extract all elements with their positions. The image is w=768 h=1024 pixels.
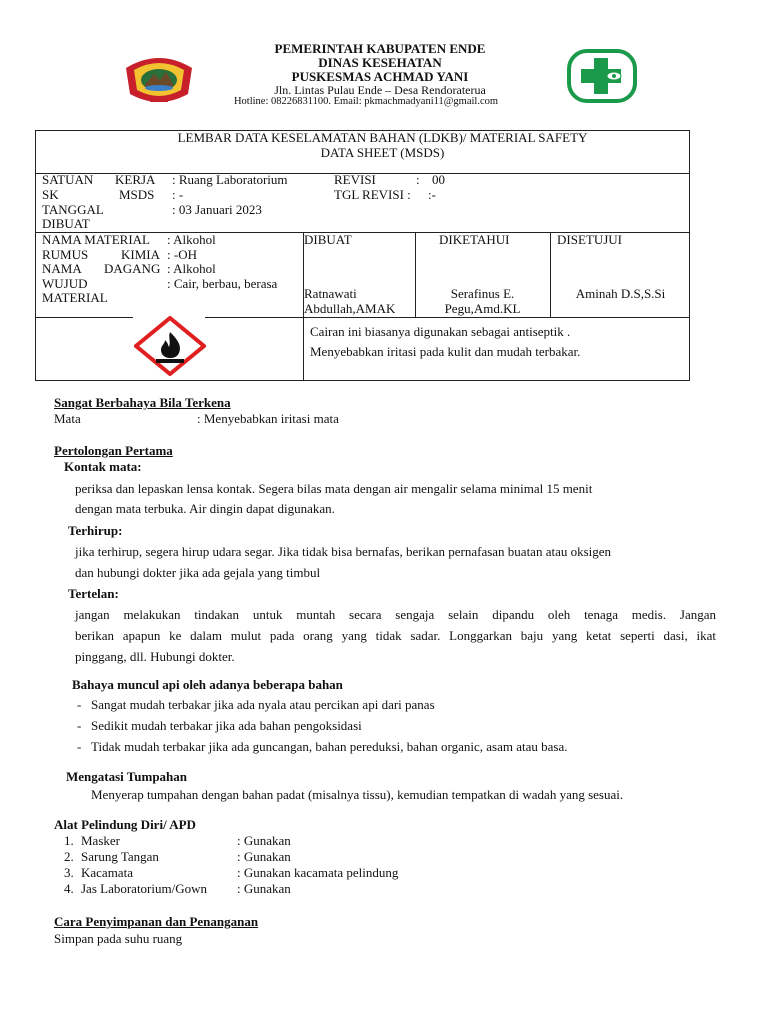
- spill-text: Menyerap tumpahan dengan bahan padat (misalnya tissu), kemudian tempatkan di wadah yang sesuai.: [91, 787, 624, 802]
- tgl-revisi-label: TGL REVISI :: [334, 187, 411, 202]
- dibuat-name-line1: Ratnawati: [304, 286, 357, 301]
- rumus-label-2: KIMIA: [121, 247, 160, 262]
- table-title-line1: LEMBAR DATA KESELAMATAN BAHAN (LDKB)/ MATERIAL SAFETY: [177, 130, 588, 145]
- nama-dagang-label-2: DAGANG: [104, 261, 161, 276]
- revisi-label: REVISI: [334, 172, 376, 187]
- satuan-value: : Ruang Laboratorium: [172, 172, 288, 187]
- dibuat-header: DIBUAT: [304, 232, 352, 247]
- hazard-mata-label: Mata: [54, 411, 81, 426]
- nama-dagang-value: : Alkohol: [167, 261, 216, 276]
- fire-item-3: Tidak mudah terbakar jika ada guncangan, bahan pereduksi, bahan organic, asam atau basa.: [91, 739, 568, 754]
- kontak-mata-heading: Kontak mata:: [64, 459, 142, 474]
- flammable-hazard-icon: [134, 316, 206, 376]
- apd-value-3: : Gunakan kacamata pelindung: [237, 865, 399, 880]
- nama-material-value: : Alkohol: [167, 232, 216, 247]
- satuan-label: SATUAN: [42, 172, 94, 187]
- apd-num-3: 3.: [64, 865, 74, 880]
- nama-dagang-label: NAMA: [42, 261, 82, 276]
- tanggal-label: TANGGAL: [42, 202, 104, 217]
- nama-material-label: NAMA MATERIAL: [42, 232, 150, 247]
- tanggal-label-2: DIBUAT: [42, 216, 90, 231]
- rumus-value: : -OH: [167, 247, 197, 262]
- description-line1: Cairan ini biasanya digunakan sebagai antiseptik .: [310, 324, 571, 339]
- apd-num-2: 2.: [64, 849, 74, 864]
- diketahui-name-line2: Pegu,Amd.KL: [444, 301, 521, 316]
- description-line2: Menyebabkan iritasi pada kulit dan mudah terbakar.: [310, 344, 581, 359]
- apd-value-4: : Gunakan: [237, 881, 291, 896]
- tgl-revisi-value: :-: [428, 187, 436, 202]
- disetujui-name: Aminah D.S,S.Si: [575, 286, 666, 301]
- wujud-value: : Cair, berbau, berasa: [167, 276, 278, 291]
- first-aid-heading: Pertolongan Pertama: [54, 443, 173, 458]
- fire-item-1: Sangat mudah terbakar jika ada nyala atau percikan api dari panas: [91, 697, 435, 712]
- sk-value: : -: [172, 187, 184, 202]
- header-hotline: Hotline: 08226831100. Email: pkmachmadyani11@gmail.com: [233, 96, 499, 107]
- disetujui-header: DISETUJUI: [557, 232, 622, 247]
- fire-heading: Bahaya muncul api oleh adanya beberapa bahan: [72, 677, 343, 692]
- apd-value-1: : Gunakan: [237, 833, 291, 848]
- kontak-mata-line1: periksa dan lepaskan lensa kontak. Segera bilas mata dengan air mengalir selama minimal 15 menit: [75, 481, 593, 496]
- storage-text: Simpan pada suhu ruang: [54, 931, 183, 946]
- terhirup-heading: Terhirup:: [68, 523, 123, 538]
- apd-name-1: Masker: [81, 833, 120, 848]
- fire-bullet-3: -: [77, 739, 82, 754]
- fire-bullet-2: -: [77, 718, 82, 733]
- sk-label: SK: [42, 187, 59, 202]
- satuan-label-2: KERJA: [115, 172, 156, 187]
- apd-name-3: Kacamata: [81, 865, 133, 880]
- tertelan-line3: pinggang, dll. Hubungi dokter.: [75, 649, 235, 664]
- terhirup-line2: dan hubungi dokter jika ada gejala yang timbul: [75, 565, 321, 580]
- tertelan-line2: berikan apapun ke dalam mulut pada orang yang tidak sadar. Longgarkan baju yang ketat seperti dasi, ikat: [75, 628, 716, 643]
- wujud-label-2: MATERIAL: [42, 290, 108, 305]
- fire-item-2: Sedikit mudah terbakar jika ada bahan pengoksidasi: [91, 718, 362, 733]
- apd-num-4: 4.: [64, 881, 74, 896]
- header-line-puskesmas: PUSKESMAS ACHMAD YANI: [291, 69, 469, 84]
- apd-heading: Alat Pelindung Diri/ APD: [54, 817, 196, 832]
- header-address: Jln. Lintas Pulau Ende – Desa Rendoraterua: [274, 83, 486, 97]
- apd-value-2: : Gunakan: [237, 849, 291, 864]
- terhirup-line1: jika terhirup, segera hirup udara segar. Jika tidak bisa bernafas, berikan pernafasan buatan atau oksigen: [75, 544, 612, 559]
- revisi-colon: :: [416, 172, 420, 187]
- revisi-value: 00: [432, 172, 445, 187]
- puskesmas-logo: [566, 48, 638, 104]
- fire-bullet-1: -: [77, 697, 82, 712]
- hazard-mata-value: : Menyebabkan iritasi mata: [197, 411, 339, 426]
- hazard-heading: Sangat Berbahaya Bila Terkena: [54, 395, 231, 410]
- tanggal-value: : 03 Januari 2023: [172, 202, 262, 217]
- apd-name-2: Sarung Tangan: [81, 849, 159, 864]
- sk-label-2: MSDS: [119, 187, 155, 202]
- header-line-department: DINAS KESEHATAN: [318, 55, 442, 70]
- dibuat-name-line2: Abdullah,AMAK: [304, 301, 396, 316]
- diketahui-name-line1: Serafinus E.: [450, 286, 515, 301]
- header-line-government: PEMERINTAH KABUPATEN ENDE: [274, 41, 486, 56]
- wujud-label: WUJUD: [42, 276, 88, 291]
- apd-num-1: 1.: [64, 833, 74, 848]
- spill-heading: Mengatasi Tumpahan: [66, 769, 188, 784]
- storage-heading: Cara Penyimpanan dan Penanganan: [54, 914, 259, 929]
- apd-name-4: Jas Laboratorium/Gown: [81, 881, 208, 896]
- kontak-mata-line2: dengan mata terbuka. Air dingin dapat digunakan.: [75, 501, 335, 516]
- diketahui-header: DIKETAHUI: [439, 232, 510, 247]
- tertelan-line1: jangan melakukan tindakan untuk muntah secara sengaja selain dipandu oleh tenaga medis. Jangan: [75, 607, 716, 622]
- rumus-label: RUMUS: [42, 247, 89, 262]
- tertelan-heading: Tertelan:: [68, 586, 119, 601]
- table-title-line2: DATA SHEET (MSDS): [320, 145, 445, 160]
